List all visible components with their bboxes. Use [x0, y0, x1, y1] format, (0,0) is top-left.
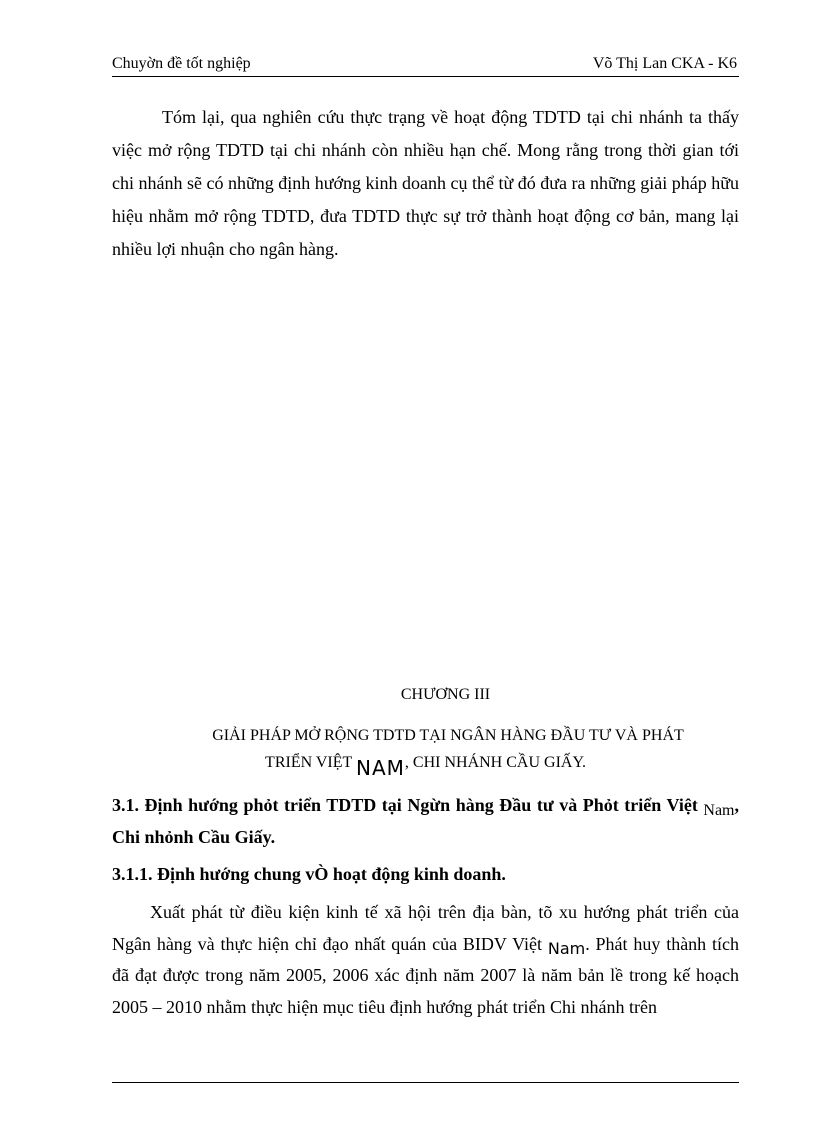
section-3-1-text-b: , Chi nhỏnh Cầu Giấy.	[112, 795, 739, 847]
chapter-subtitle-line2-b: , CHI NHÁNH CẦU GIẤY.	[404, 754, 586, 771]
chapter-subtitle	[112, 724, 739, 780]
intro-paragraph: Tóm lại, qua nghiên cứu thực trạng về hoạt động TDTD tại chi nhánh ta thấy việc mở rộng TDTD tại chi nhánh còn nhiều hạn chế. Mong rằng trong thời gian tới chi nhánh sẽ có những định hướng kinh doanh cụ thể từ đó đưa ra những giải pháp hữu hiệu nhằm mở rộng TDTD, đưa TDTD thực sự trở thành hoạt động cơ bản, mang lại nhiều lợi nhuận cho ngân hàng.	[112, 107, 739, 259]
section-3-1-text-a: 3.1. Định hướng phỏt triển TDTD tại Ngừn hàng Đầu tư và Phỏt triển Việt	[112, 795, 704, 815]
chapter-title: CHƯƠNG III	[400, 686, 491, 703]
chapter-subtitle-nam: NAM	[356, 756, 405, 780]
body-nam: Nam	[547, 938, 586, 958]
chapter-subtitle-line1: GIẢI PHÁP MỞ RỘNG TDTD TẠI NGÂN HÀNG ĐẦU TƯ VÀ PHÁT	[212, 727, 684, 744]
intro-section	[112, 101, 739, 266]
header-right-author: Võ Thị Lan CKA - K6	[592, 55, 737, 72]
body-text-a: Xuất phát từ điều kiện kinh tế xã hội trên địa bàn, tõ xu hướng phát triển của Ngân hàng và thực hiện chỉ đạo nhất quán của BIDV Việt	[112, 902, 739, 954]
footer-divider	[112, 1082, 739, 1083]
section-heading-3-1	[112, 790, 739, 852]
chapter-subtitle-line2-a: TRIỂN VIỆT	[265, 754, 356, 771]
section-3-1-nam: Nam	[703, 802, 735, 819]
body-text-b: . Phát huy thành tích đã đạt được trong năm 2005, 2006 xác định năm 2007 là năm bản lề trong kế hoạch 2005 – 2010 nhằm thực hiện mục tiêu định hướng phát triển Chi nhánh trên	[112, 933, 739, 1017]
body-section	[112, 897, 739, 1023]
page-header	[112, 52, 739, 77]
chapter-subtitle-line2	[112, 748, 739, 780]
section-heading-3-1-1: 3.1.1. Định hướng chung vÒ hoạt động kinh doanh.	[112, 864, 506, 884]
body-paragraph	[112, 897, 739, 1023]
header-left-title: Chuyờn đề tốt nghiệp	[112, 55, 251, 72]
